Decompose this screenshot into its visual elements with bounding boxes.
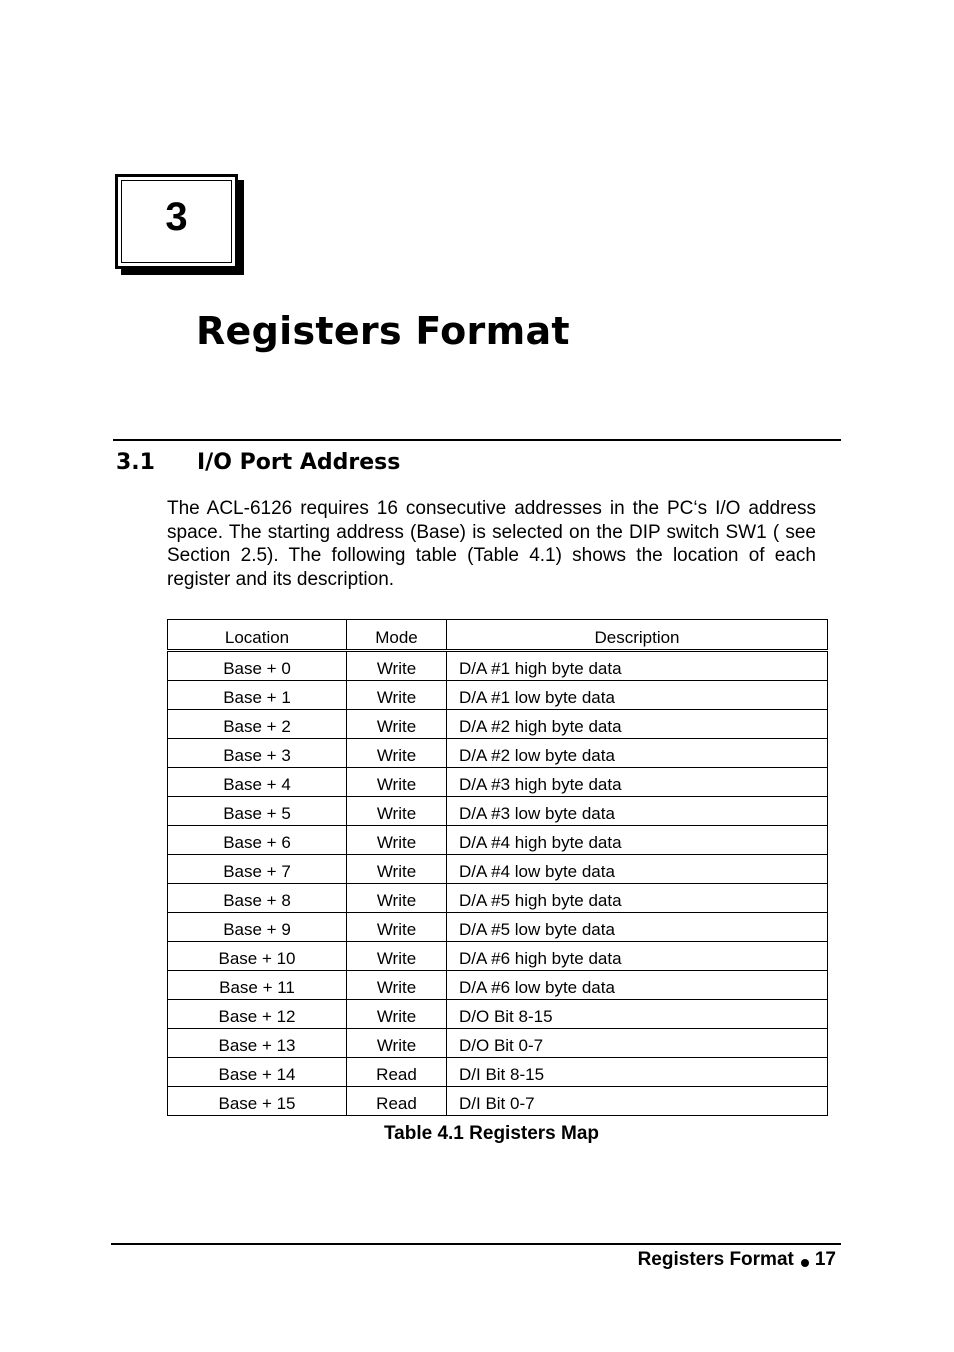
cell-description: D/A #5 low byte data: [447, 913, 828, 942]
cell-mode: Write: [347, 855, 447, 884]
cell-description: D/A #2 low byte data: [447, 739, 828, 768]
cell-mode: Write: [347, 884, 447, 913]
cell-location: Base + 8: [168, 884, 347, 913]
section-heading: [116, 448, 400, 478]
page-number: 17: [814, 1249, 836, 1270]
cell-description: D/A #6 low byte data: [447, 971, 828, 1000]
section-divider: [113, 439, 841, 441]
cell-location: Base + 6: [168, 826, 347, 855]
cell-location: Base + 11: [168, 971, 347, 1000]
cell-description: D/A #1 high byte data: [447, 651, 828, 681]
cell-location: Base + 9: [168, 913, 347, 942]
table-caption: Table 4.1 Registers Map: [383, 1123, 600, 1144]
cell-description: D/O Bit 0-7: [447, 1029, 828, 1058]
cell-mode: Write: [347, 913, 447, 942]
cell-description: D/A #4 low byte data: [447, 855, 828, 884]
cell-location: Base + 12: [168, 1000, 347, 1029]
cell-mode: Write: [347, 1029, 447, 1058]
cell-description: D/A #2 high byte data: [447, 710, 828, 739]
cell-mode: Write: [347, 1000, 447, 1029]
cell-mode: Write: [347, 651, 447, 681]
cell-location: Base + 3: [168, 739, 347, 768]
table-row: [168, 1029, 828, 1058]
cell-mode: Write: [347, 797, 447, 826]
cell-description: D/I Bit 0-7: [447, 1087, 828, 1116]
table-row: [168, 913, 828, 942]
cell-description: D/A #6 high byte data: [447, 942, 828, 971]
column-header-description: Description: [447, 620, 828, 651]
cell-mode: Read: [347, 1087, 447, 1116]
cell-location: Base + 5: [168, 797, 347, 826]
cell-location: Base + 13: [168, 1029, 347, 1058]
registers-table: [167, 619, 828, 1116]
table-row: [168, 739, 828, 768]
section-paragraph: The ACL-6126 requires 16 consecutive addresses in the PC‘s I/O address space. The starting address (Base) is selected on the DIP switch SW1 ( see Section 2.5). The following table (Table 4.1) shows the location of each register and its description.: [167, 498, 816, 590]
cell-description: D/A #3 low byte data: [447, 797, 828, 826]
cell-mode: Write: [347, 826, 447, 855]
cell-location: Base + 0: [168, 651, 347, 681]
cell-mode: Write: [347, 942, 447, 971]
table-row: [168, 1087, 828, 1116]
cell-mode: Write: [347, 710, 447, 739]
table-row: [168, 1058, 828, 1087]
table-row: [168, 855, 828, 884]
chapter-number-box: [115, 174, 238, 269]
table-row: [168, 942, 828, 971]
cell-mode: Write: [347, 739, 447, 768]
cell-location: Base + 10: [168, 942, 347, 971]
cell-location: Base + 2: [168, 710, 347, 739]
cell-description: D/A #1 low byte data: [447, 681, 828, 710]
cell-mode: Write: [347, 971, 447, 1000]
table-row: [168, 710, 828, 739]
cell-location: Base + 1: [168, 681, 347, 710]
table-row: [168, 1000, 828, 1029]
footer-chapter-title: Registers Format: [637, 1249, 794, 1270]
cell-mode: Write: [347, 768, 447, 797]
table-row: [168, 651, 828, 681]
table-row: [168, 681, 828, 710]
cell-location: Base + 7: [168, 855, 347, 884]
footer-divider: [111, 1243, 841, 1245]
table-row: [168, 884, 828, 913]
table-row: [168, 971, 828, 1000]
cell-description: D/A #4 high byte data: [447, 826, 828, 855]
table-header-row: [168, 620, 828, 651]
table-body: [168, 651, 828, 1116]
page-footer: [638, 1248, 836, 1272]
table-row: [168, 826, 828, 855]
section-number: 3.1: [116, 450, 155, 475]
cell-description: D/A #5 high byte data: [447, 884, 828, 913]
cell-description: D/O Bit 8-15: [447, 1000, 828, 1029]
chapter-title: Registers Format: [196, 309, 570, 353]
cell-location: Base + 15: [168, 1087, 347, 1116]
chapter-number: 3: [165, 195, 188, 239]
cell-location: Base + 4: [168, 768, 347, 797]
cell-location: Base + 14: [168, 1058, 347, 1087]
column-header-mode: Mode: [347, 620, 447, 651]
cell-description: D/I Bit 8-15: [447, 1058, 828, 1087]
bullet-icon: [801, 1259, 809, 1267]
table-row: [168, 797, 828, 826]
cell-description: D/A #3 high byte data: [447, 768, 828, 797]
section-title: I/O Port Address: [197, 450, 401, 475]
cell-mode: Write: [347, 681, 447, 710]
table-row: [168, 768, 828, 797]
cell-mode: Read: [347, 1058, 447, 1087]
column-header-location: Location: [168, 620, 347, 651]
